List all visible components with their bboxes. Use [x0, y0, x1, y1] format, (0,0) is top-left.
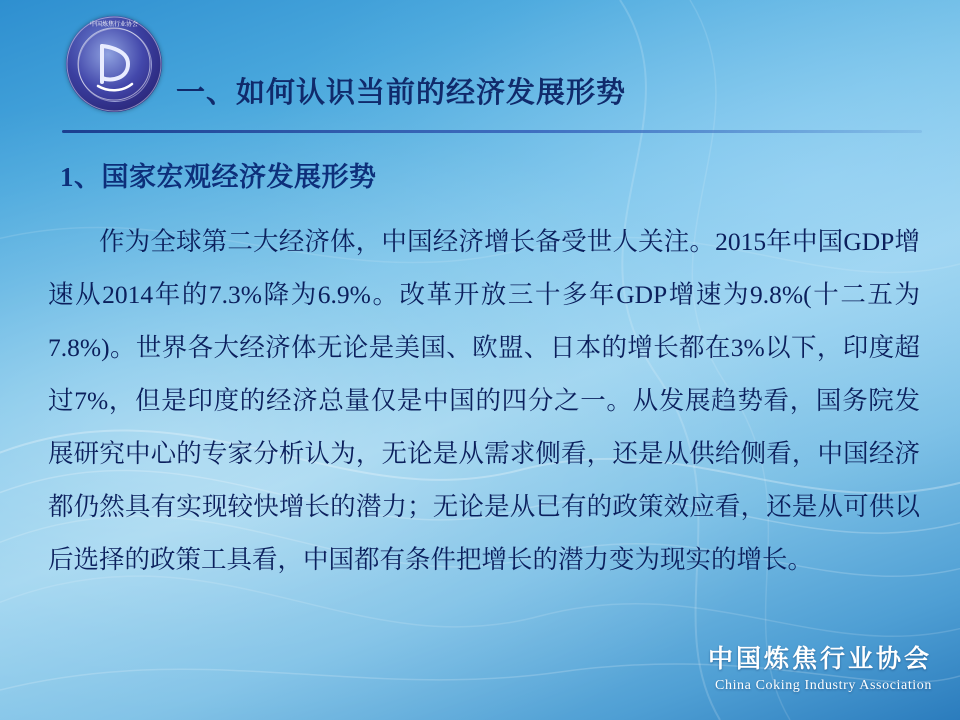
- footer-name-en: China Coking Industry Association: [715, 678, 932, 693]
- page-title: 一、如何认识当前的经济发展形势: [176, 77, 627, 109]
- association-logo-icon: [58, 8, 170, 120]
- body-paragraph: 作为全球第二大经济体，中国经济增长备受世人关注。2015年中国GDP增速从2014年的7.3%降为6.9%。改革开放三十多年GDP增速为9.8%(十二五为7.8%)。世界各大经济体无论是美国、欧盟、日本的增长都在3%以下，印度超过7%，但是印度的经济总量仅是中国的四分之一。从发展趋势看，国务院发展研究中心的专家分析认为，无论是从需求侧看，还是从供给侧看，中国经济都仍然具有实现较快增长的潜力；无论是从已有的政策效应看，还是从可供以后选择的政策工具看，中国都有条件把增长的潜力变为现实的增长。: [48, 227, 920, 574]
- logo-glyph-icon: [58, 8, 170, 120]
- header-divider: [62, 130, 922, 133]
- svg-text:中国炼焦行业协会: 中国炼焦行业协会: [89, 22, 139, 28]
- footer-name-cn: 中国炼焦行业协会: [707, 646, 932, 673]
- section-subtitle: 1、国家宏观经济发展形势: [60, 162, 377, 192]
- footer-brand: [708, 639, 932, 694]
